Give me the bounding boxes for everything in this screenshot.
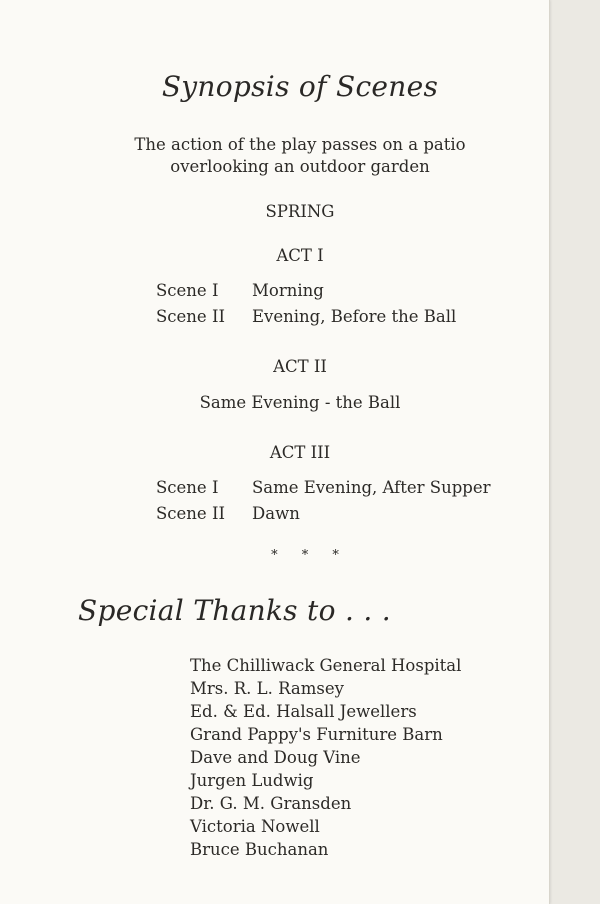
list-item: Bruce Buchanan	[190, 840, 329, 859]
scene-description: Same Evening, After Supper	[252, 478, 491, 497]
synopsis-title: Synopsis of Scenes	[161, 70, 439, 103]
scene-row	[156, 278, 456, 304]
act-1-scene-list	[156, 278, 456, 330]
act-3-scene-list	[156, 475, 490, 527]
season-heading: SPRING	[265, 202, 335, 221]
scene-description: Evening, Before the Ball	[252, 307, 457, 326]
act-2-heading: ACT II	[273, 357, 327, 376]
list-item: Dave and Doug Vine	[190, 748, 361, 767]
scene-label: Scene I	[156, 281, 219, 300]
scene-row	[156, 304, 456, 330]
scene-row	[156, 501, 490, 527]
list-item: The Chilliwack General Hospital	[190, 656, 462, 675]
scene-label: Scene I	[156, 478, 219, 497]
list-item: Mrs. R. L. Ramsey	[190, 679, 344, 698]
scene-description: Dawn	[252, 504, 300, 523]
synopsis-intro	[0, 134, 600, 178]
list-item: Grand Pappy's Furniture Barn	[190, 725, 443, 744]
scene-label: Scene II	[156, 504, 225, 523]
thanks-title: Special Thanks to . . .	[78, 594, 391, 627]
list-item: Jurgen Ludwig	[190, 771, 314, 790]
act-2-note: Same Evening - the Ball	[199, 393, 401, 412]
thanks-list	[190, 654, 461, 861]
list-item: Dr. G. M. Gransden	[190, 794, 352, 813]
list-item: Ed. & Ed. Halsall Jewellers	[190, 702, 417, 721]
intro-line-2: overlooking an outdoor garden	[170, 157, 430, 176]
scene-label: Scene II	[156, 307, 225, 326]
intro-line-1: The action of the play passes on a patio	[134, 135, 466, 154]
star-separator: * * *	[271, 548, 349, 563]
scene-description: Morning	[252, 281, 324, 300]
act-3-heading: ACT III	[269, 443, 331, 462]
scene-row	[156, 475, 490, 501]
act-1-heading: ACT I	[276, 246, 324, 265]
list-item: Victoria Nowell	[190, 817, 320, 836]
